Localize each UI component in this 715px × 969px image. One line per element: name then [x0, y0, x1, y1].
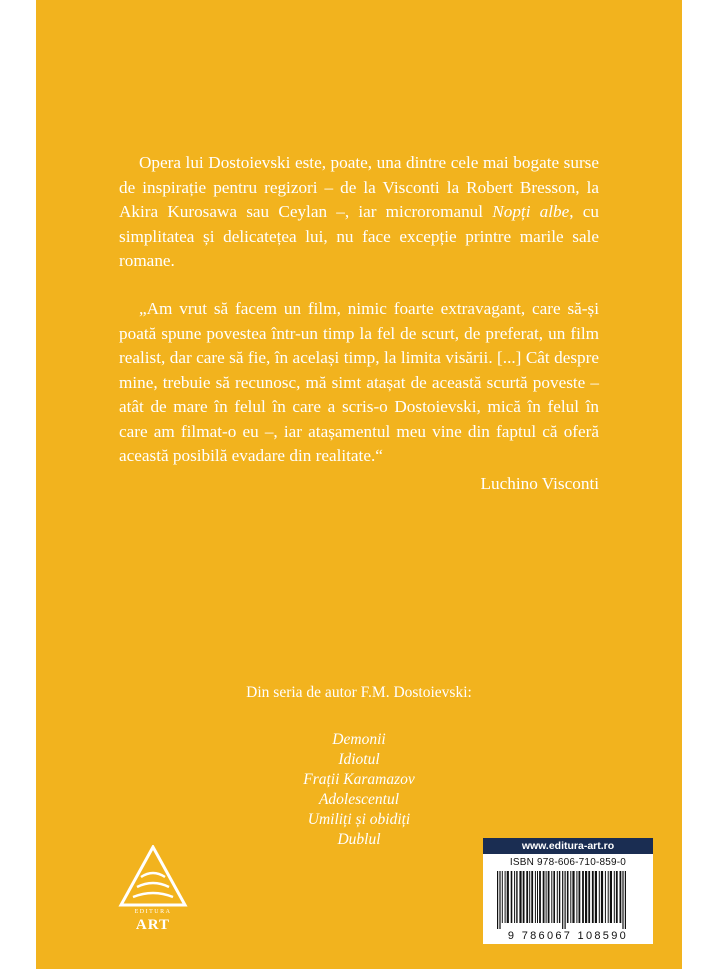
series-title: Idiotul — [338, 751, 380, 768]
series-list — [36, 730, 682, 850]
logo-subtitle: EDITURA — [134, 909, 172, 915]
publisher-logo-icon — [115, 845, 191, 909]
barcode-graphic — [495, 871, 641, 929]
isbn-text: ISBN 978-606-710-859-0 — [509, 857, 627, 868]
logo-name: ART — [135, 917, 171, 933]
series-title: Demonii — [332, 731, 386, 748]
series-title: Umiliți și obidiți — [307, 811, 411, 828]
series-heading: Din seria de autor F.M. Dostoievski: — [246, 684, 472, 701]
description-paragraph: Opera lui Dostoievski este, poate, una dintre cele mai bogate surse de inspirație pentru regizori – de la Visconti la Robert Bresson, la Akira Kurosawa sau Ceylan –, iar microromanul Nopți albe, cu simplitatea și delicatețea lui, nu face excepție printre marile sale romane. — [119, 153, 600, 270]
barcode-label — [483, 838, 653, 944]
publisher-logo — [115, 845, 191, 951]
back-cover — [36, 0, 682, 969]
quote-attribution: Luchino Visconti — [480, 474, 599, 493]
series-title: Adolescentul — [318, 791, 400, 808]
publisher-website: www.editura-art.ro — [483, 838, 653, 854]
series-title: Frații Karamazov — [303, 771, 415, 788]
barcode-digits: 9 786067 108590 — [507, 930, 629, 942]
visconti-quote: „Am vrut să facem un film, nimic foarte extravagant, care să-și poată spune povestea într-un timp la fel de scurt, de preferat, un film realist, dar care să fie, în același timp, la limita visării. [...] Cât despre mine, trebuie să recunosc, mă simt atașat de această scurtă poveste – atât de mare în felul în care a scris-o Dostoievski, mică în felul în care am filmat-o eu –, iar atașamentul meu vine din faptul că oferă această posibilă evadare din realitate.“ — [119, 299, 599, 465]
series-title: Dublul — [337, 831, 381, 848]
